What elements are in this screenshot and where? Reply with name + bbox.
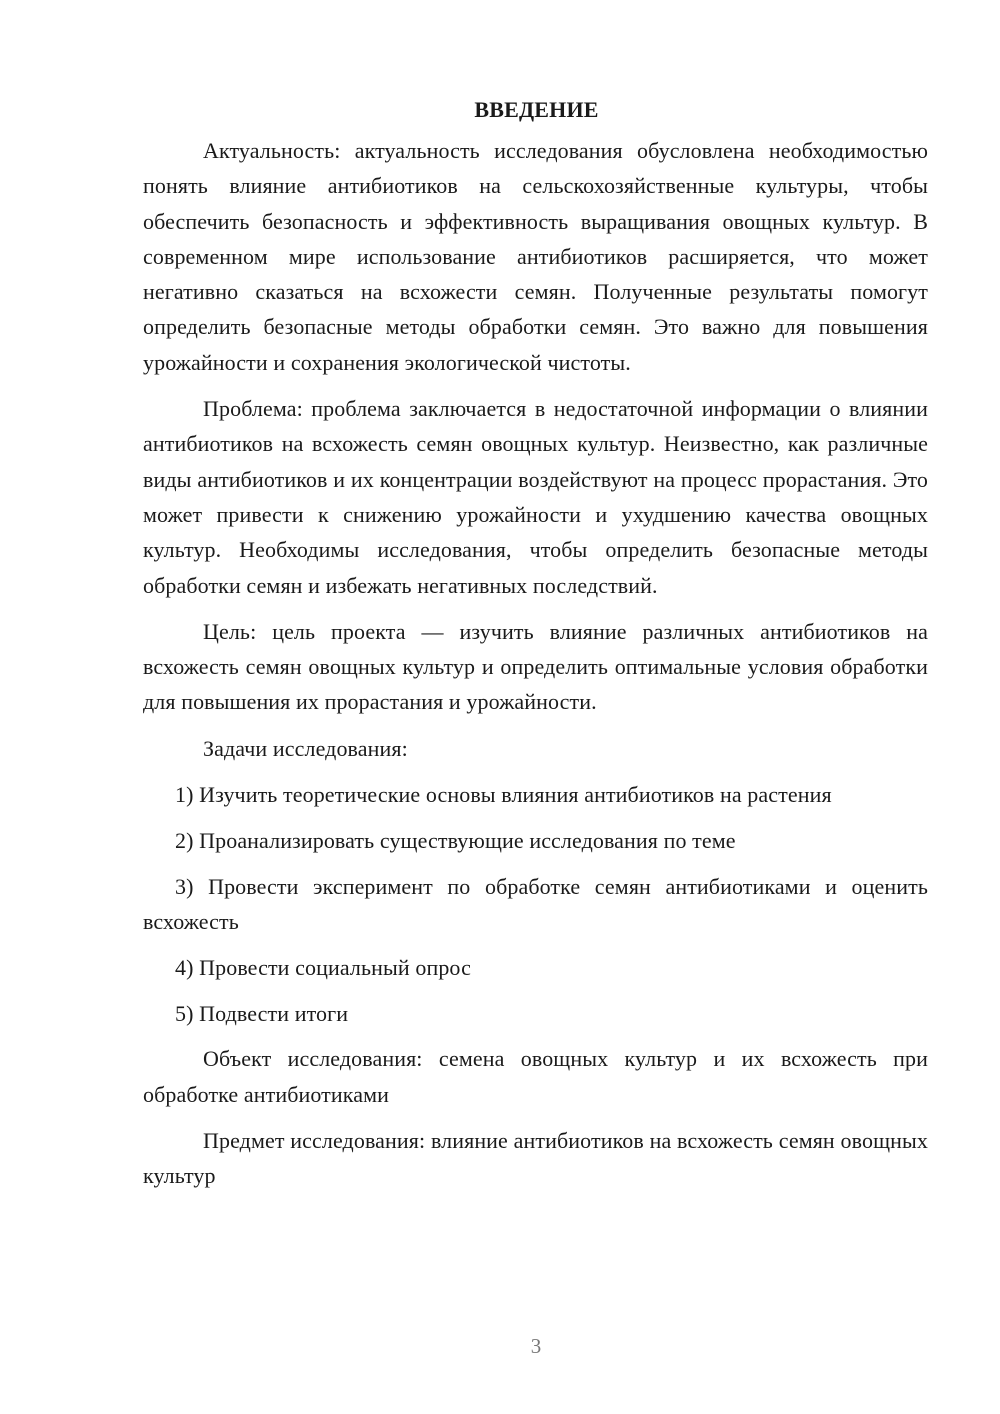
task-item: 5) Подвести итоги [175, 1000, 349, 1026]
tasks-list [143, 777, 928, 1031]
task-item: 4) Провести социальный опрос [175, 954, 471, 980]
task-item: 2) Проанализировать существующие исследования по теме [175, 827, 736, 853]
section-heading: ВВЕДЕНИЕ [474, 97, 599, 122]
task-item: 1) Изучить теоретические основы влияния антибиотиков на растения [175, 782, 832, 808]
problem-paragraph: Проблема: проблема заключается в недостаточной информации о влиянии антибиотиков на всхожесть семян овощных культур. Неизвестно, как различные виды антибиотиков и их концентрации воздействуют на процесс прорастания. Это может привести к снижению урожайности и ухудшению качества овощных культур. Необходимы исследования, чтобы определить безопасные методы обработки семян и избежать негативных последствий. [143, 396, 928, 598]
subject-paragraph: Предмет исследования: влияние антибиотиков на всхожесть семян овощных культур [143, 1127, 928, 1189]
document-page [143, 92, 928, 1205]
page-number: 3 [530, 1334, 542, 1358]
object-paragraph: Объект исследования: семена овощных культур и их всхожесть при обработке антибиотиками [143, 1046, 928, 1107]
task-item: 3) Провести эксперимент по обработке семян антибиотиками и оценить всхожесть [143, 873, 928, 934]
relevance-paragraph: Актуальность: актуальность исследования обусловлена необходимостью понять влияние антибиотиков на сельскохозяйственные культуры, чтобы обеспечить безопасность и эффективность выращивания овощных культур. В современном мире использование антибиотиков расширяется, что может негативно сказаться на всхожести семян. Полученные результаты помогут определить безопасные методы обработки семян. Это важно для повышения урожайности и сохранения экологической чистоты. [143, 138, 928, 375]
tasks-heading: Задачи исследования: [203, 735, 408, 761]
goal-paragraph: Цель: цель проекта — изучить влияние различных антибиотиков на всхожесть семян овощных культур и определить оптимальные условия обработки для повышения их прорастания и урожайности. [143, 618, 928, 715]
